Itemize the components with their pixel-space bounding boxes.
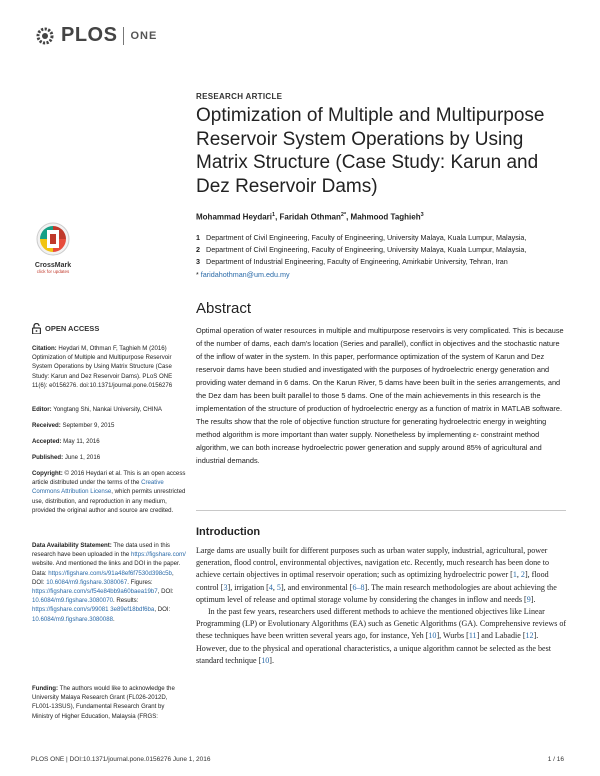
paragraph-text: ]. [269,655,274,665]
author-name[interactable]: Mahmood Taghieh [350,212,421,222]
affiliation-number: 1 [196,233,200,242]
paragraph-text: ], flood control [ [196,570,549,592]
data-availability-text: , DOI: [154,606,171,614]
plos-one-logo[interactable] [35,24,157,47]
published-date: June 1, 2016 [64,454,101,461]
copyright-label: Copyright: [32,470,63,477]
editor-text: Yongtang Shi, Nankai University, CHINA [53,406,162,413]
results-doi-link[interactable]: 10.6084/m9.figshare.3080088 [32,615,113,623]
received-date: September 9, 2015 [62,422,115,429]
paragraph-text: , [272,582,277,592]
open-access-badge [32,323,99,334]
author-list: Mohammad Heydari$^1$, Faridah Othman$^{2*}$, Mahmood Taghieh$^3$ [196,212,424,222]
data-doi-link[interactable]: 10.6084/m9.figshare.3080067 [46,578,128,586]
author-affiliation-marker: 3 [420,212,424,218]
paragraph-text: In the past few years, researchers used different methods to achieve the mentioned objectives like Linear Programming (LP) or Evolutionary Algorithms (EA) such as Genetic Algorithms (GA). Comprehensive reviews of these techniques have been written several years ago, for instance, Yeh [ [196,607,567,641]
citation-block [32,344,187,390]
email-link[interactable]: faridahothman@um.edu.my [200,270,290,279]
corresponding-email [196,270,290,279]
affiliation-item [196,244,566,256]
citation-ref[interactable]: 5 [276,582,281,592]
paragraph-text: ], Wurbs [ [436,631,469,641]
figures-doi-link[interactable]: 10.6084/m9.figshare.3080070 [32,597,113,605]
paragraph-text: ] and Labadie [ [476,631,526,641]
funding-text: The authors would like to acknowledge the University Malaya Research Grant (FL026-2012D, FL001-13SUS), Fundamental Research Grant by Ministry of Higher Education, Malaysia (FRGS: [32,685,175,720]
paragraph [196,606,571,667]
received-label: Received: [32,422,61,429]
citation-label: Citation: [32,345,57,352]
citation-text: Heydari M, Othman F, Taghieh M (2016) Optimization of Multiple and Multipurpose Reservoir System Operations by Using Matrix Structure (Case Study: Karun and Dez Reservoir Dams). PLoS ONE 11(6): e0156276. doi:10.1371/journal.pone.0156276 [32,345,173,389]
affiliation-number: 3 [196,257,200,266]
article-title: Optimization of Multiple and Multipurpose Reservoir System Operations by Using Matrix Structure (Case Study: Karun and Dez Reservoir Dams) [196,105,545,197]
funding-block [32,684,187,721]
paragraph-text: ], and environmental [ [280,582,353,592]
affiliation-text: Department of Civil Engineering, Faculty of Engineering, University Malaya, Kuala Lumpur, Malaysia, [206,233,527,242]
plos-logo-icon [35,26,55,46]
paragraph-text: ]. [530,594,536,604]
article-type: RESEARCH ARTICLE [196,92,283,101]
results-link[interactable]: https://figshare.com/s/99081 3e89ef18bdf6ba [32,606,155,614]
data-availability-text: The data used in this research have been uploaded in the [32,542,170,559]
data-availability-text: . [112,615,115,623]
affiliation-item [196,256,566,268]
data-availability-text: website. And mentioned the links and DOI in the paper. Data: [32,560,181,577]
paragraph-text: Large dams are usually built for different purposes such as urban water supply, industrial, agricultural, power generation, flood control, environmental objectives, navigation etc. Recently, much research has been done to achieve certain objectives in optimal reservoir operation; such as optimizing hydroelectric power [ [196,546,549,580]
section-divider [196,510,566,511]
published-label: Published: [32,454,64,461]
affiliation-list [196,232,566,268]
crossmark-label: CrossMark [34,262,72,269]
corresponding-asterisk: * [196,272,199,279]
author-affiliation-marker: 1 [272,212,276,218]
citation-ref[interactable]: 2 [520,570,525,580]
citation-ref[interactable]: 10 [261,655,270,665]
affiliation-number: 2 [196,245,200,254]
citation-ref[interactable]: 12 [525,631,534,641]
open-lock-icon [32,323,41,334]
paragraph-text: ], irrigation [ [227,582,269,592]
received-block [32,421,187,430]
citation-ref[interactable]: 1 [512,570,517,580]
crossmark-sub-label: click for updates [36,269,70,274]
data-availability-text: , DOI: [157,588,174,596]
editor-block [32,405,187,414]
affiliation-text: Department of Industrial Engineering, Faculty of Engineering, Amirkabir University, Tehran, Iran [206,257,508,266]
affiliation-item [196,232,566,244]
data-availability-label: Data Availability Statement: [32,542,112,549]
figures-link[interactable]: https://figshare.com/s/f54e84bb9a60baea19b7 [32,588,158,596]
citation-ref[interactable]: 9 [526,594,531,604]
author-name[interactable]: Faridah Othman [279,212,341,222]
citation-ref[interactable]: 4 [268,582,273,592]
figshare-link[interactable]: https://figshare.com/ [130,551,186,559]
accepted-block [32,437,187,446]
paragraph-text: , [516,570,521,580]
author-affiliation-marker: 2* [340,212,347,218]
citation-ref[interactable]: 6–8 [352,582,365,592]
license-link[interactable]: Creative Commons Attribution License [32,479,164,496]
crossmark-badge[interactable] [30,222,76,274]
copyright-block [32,469,187,515]
page-number: 1 / 16 [547,756,564,763]
logo-journal-text: ONE [130,29,158,42]
citation-ref[interactable]: 3 [223,582,228,592]
paragraph [196,545,571,606]
introduction-body [196,545,571,667]
abstract-text: Optimal operation of water resources in multiple and multipurpose reservoirs is very complicated. This is because of the number of dams, each dam’s location (Series and parallel), conflict in objectives and the stochastic nature of the inflow of water in the system. In this paper, performance optimization of the system of Karun and Dez reservoir dams have been studied and investigated with the purposes of hydroelectric energy generation and providing water demand in 6 dams. On the Karun River, 5 dams have been built in the series arrangements, and the Dez dam has been built parallel to those 5 dams. One of the main achievements in this research is the implementation of the structure of production of hydroelectric energy as a function of matrix in MATLAB software. The results show that the role of objective function structure for generating hydroelectric energy in weighting method algorithm is more important than water supply. Nonetheless by implementing ε- constraint method algorithm, we can both increase hydroelectric power generation and supply around 85% of agricultural and industrial demands. [196,326,564,465]
author-name[interactable]: Mohammad Heydari [196,212,273,222]
introduction-heading: Introduction [196,526,261,538]
data-availability-text: . Figures: [127,578,153,586]
crossmark-icon [36,222,70,256]
funding-label: Funding: [32,685,59,692]
published-block [32,453,187,462]
accepted-label: Accepted: [32,438,62,445]
data-availability-text: , DOI: [32,569,174,586]
paragraph-text: ]. The main research methodologies are about achieving the optimum level of release and optimal storage volume by considering the changes in inflow and needs [ [196,582,557,604]
editor-label: Editor: [32,406,52,413]
data-availability-block [32,541,187,624]
paragraph-text: ]. However, due to the physical and operational characteristics, a unique algorithm cannot be selected as the best standard technique [ [196,631,551,665]
affiliation-text: Department of Civil Engineering, Faculty of Engineering, University Malaya, Kuala Lumpur, Malaysia, [206,245,527,254]
data-link[interactable]: https://figshare.com/s/91a48ef6f7530d398c5b [48,569,172,577]
copyright-text-end: , which permits unrestricted use, distribution, and reproduction in any medium, provided the original author and source are credited. [32,488,186,514]
citation-ref[interactable]: 11 [468,631,477,641]
citation-ref[interactable]: 10 [428,631,437,641]
copyright-text: © 2016 Heydari et al. This is an open access article distributed under the terms of the [32,470,186,487]
logo-divider [123,27,124,45]
logo-plos-text: PLOS [61,24,118,46]
open-access-label: OPEN ACCESS [45,324,100,333]
accepted-date: May 11, 2016 [63,438,100,445]
data-availability-text: . Results: [112,597,139,605]
abstract-heading: Abstract [196,300,252,317]
page-footer-citation: PLOS ONE | DOI:10.1371/journal.pone.0156276 June 1, 2016 [31,756,211,763]
